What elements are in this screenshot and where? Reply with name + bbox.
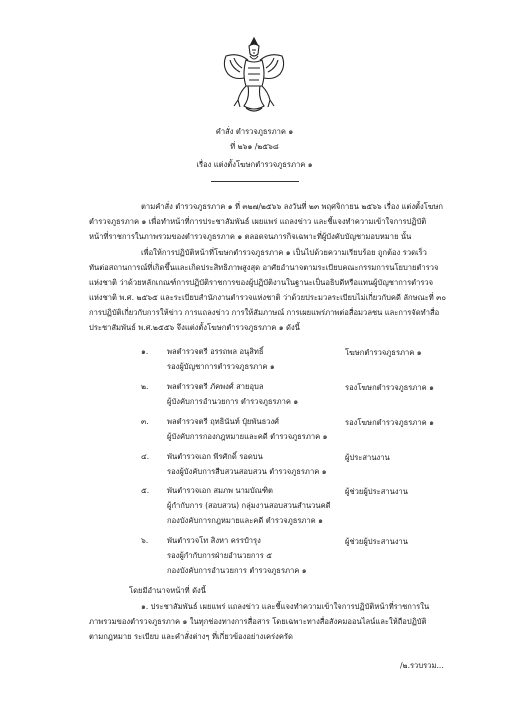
- garuda-emblem-icon: [218, 34, 290, 116]
- appointee-name: พันตำรวจโท สิงหา ครรปำรุง: [167, 536, 261, 545]
- appointee-name: พลตำรวจตรี อรรถพล อนุสิทธิ์: [167, 347, 264, 356]
- duty-1-line: ๑. ประชาสัมพันธ์ เผยแพร่ แถลงข่าว และชี้แจงทำความเข้าใจการปฏิบัติหน้าที่ราชการใน: [141, 602, 430, 611]
- paragraph-2-line: เพื่อให้การปฏิบัติหน้าที่โฆษกตำรวจภูธรภาค ๑ เป็นไปด้วยความเรียบร้อย ถูกต้อง รวดเร็ว: [141, 248, 427, 257]
- paragraph-2-line: ทันต่อสถานการณ์ที่เกิดขึ้นและเกิดประสิทธิภาพสูงสุด อาศัยอำนาจตามระเบียบคณะกรรมการนโยบายตำรวจ: [89, 263, 439, 272]
- order-subject: เรื่อง แต่งตั้งโฆษกตำรวจภูธรภาค ๑: [196, 160, 313, 169]
- appointee-name: พลตำรวจตรี ภัคพงศ์ สายอุบล: [167, 382, 264, 391]
- continued-marker: /๒.รวบรวม...: [400, 661, 444, 670]
- appointee-name: พันตำรวจเอก สมภพ นามบัณฑิต: [167, 486, 273, 495]
- appointee-duty: รองผู้บังคับการสืบสวนสอบสวน ตำรวจภูธรภาค ๑: [167, 467, 327, 476]
- appointee-role: ผู้ประสานงาน: [345, 453, 390, 462]
- appointee-name: พันตำรวจเอก พีรศักดิ์ รอดบน: [167, 452, 263, 461]
- appointee-name-line: [141, 382, 264, 392]
- appointee-number: ๔.: [141, 452, 150, 461]
- appointee-name: พลตำรวจตรี ฤทธินันท์ ปุ๋ยพันธวงศ์: [167, 417, 280, 426]
- appointee-number: ๖.: [141, 536, 149, 545]
- order-title: คำสั่ง ตำรวจภูธรภาค ๑: [215, 127, 294, 136]
- duty-1-line: ภาพรวมของตำรวจภูธรภาค ๑ ในทุกช่องทางการสื่อสาร โดยเฉพาะทางสื่อสังคมออนไลน์และให้ถือปฏิบัติ: [89, 617, 427, 626]
- appointee-name-line: [141, 536, 261, 546]
- appointee-duty: ผู้บังคับการอำนวยการ ตำรวจภูธรภาค ๑: [167, 397, 299, 406]
- appointee-role: ผู้ช่วยผู้ประสานงาน: [345, 537, 408, 546]
- appointee-duty: รองผู้บัญชาการตำรวจภูธรภาค ๑: [167, 362, 275, 371]
- appointee-role: โฆษกตำรวจภูธรภาค ๑: [345, 348, 422, 357]
- appointee-duty: ผู้กำกับการ (สอบสวน) กลุ่มงานสอบสวนสำนวนคดี: [167, 501, 331, 510]
- appointee-role: ผู้ช่วยผู้ประสานงาน: [345, 487, 408, 496]
- paragraph-2-line: ประชาสัมพันธ์ พ.ศ.๒๕๕๖ จึงแต่งตั้งโฆษกตำรวจภูธรภาค ๑ ดังนี้: [89, 323, 300, 332]
- paragraph-1-line: ตำรวจภูธรภาค ๑ เพื่อทำหน้าที่การประชาสัมพันธ์ เผยแพร่ แถลงข่าว และชี้แจงทำความเข้าใจการปฏิบัติ: [89, 217, 427, 226]
- appointee-number: ๒.: [141, 382, 149, 391]
- duty-1-line: ตามกฎหมาย ระเบียบ และคำสั่งต่างๆ ที่เกี่ยวข้องอย่างเคร่งครัด: [89, 632, 293, 641]
- appointee-duty: รองผู้กำกับการฝ่ายอำนวยการ ๕: [167, 551, 273, 560]
- appointee-name-line: [141, 486, 273, 496]
- appointee-duty: ผู้บังคับการกองกฎหมายและคดี ตำรวจภูธรภาค ๑: [167, 432, 328, 441]
- appointee-role: รองโฆษกตำรวจภูธรภาค ๑: [345, 418, 434, 427]
- appointee-number: ๕.: [141, 486, 150, 495]
- title-divider: [211, 181, 299, 182]
- paragraph-2-line: แห่งชาติ ว่าด้วยหลักเกณฑ์การปฏิบัติราชการของผู้ปฏิบัติงานในฐานะเป็นอธิบดีหรือแทนผู้บัญชาการตำรวจ: [89, 278, 434, 287]
- paragraph-1-line: ตามคำสั่ง ตำรวจภูธรภาค ๑ ที่ ๓๒๗/๒๕๖๖ ลงวันที่ ๒๓ พฤศจิกายน ๒๕๖๖ เรื่อง แต่งตั้งโฆษก: [141, 202, 443, 211]
- appointee-number: ๑.: [141, 347, 149, 356]
- paragraph-2-line: แห่งชาติ พ.ศ. ๒๕๖๕ และระเบียบสำนักงานตำรวจแห่งชาติ ว่าด้วยประมวลระเบียบไม่เกี่ยวกับคดี ลักษณะที่ ๓๐: [89, 293, 446, 302]
- appointee-name-line: [141, 452, 263, 462]
- order-number: ที่ ๒๖๑ /๒๕๖๘: [230, 142, 279, 151]
- appointee-number: ๓.: [141, 417, 149, 426]
- paragraph-2-line: การปฏิบัติเกี่ยวกับการให้ข่าว การแถลงข่าว การให้สัมภาษณ์ การเผยแพร่ภาพต่อสื่อมวลชน และการจัดทำสื่อ: [89, 308, 440, 317]
- duties-heading: โดยมีอำนาจหน้าที่ ดังนี้: [129, 586, 206, 595]
- appointee-unit: กองบังคับการอำนวยการ ตำรวจภูธรภาค ๑: [167, 566, 307, 575]
- appointee-name-line: [141, 417, 279, 427]
- appointee-name-line: [141, 347, 264, 357]
- appointee-unit: กองบังคับการกฎหมายและคดี ตำรวจภูธรภาค ๑: [167, 516, 323, 525]
- paragraph-1-line: หน้าที่ราชการในภาพรวมของตำรวจภูธรภาค ๑ ตลอดจนภารกิจเฉพาะที่ผู้บังคับบัญชามอบหมาย นั้น: [89, 232, 412, 241]
- appointee-role: รองโฆษกตำรวจภูธรภาค ๑: [345, 383, 434, 392]
